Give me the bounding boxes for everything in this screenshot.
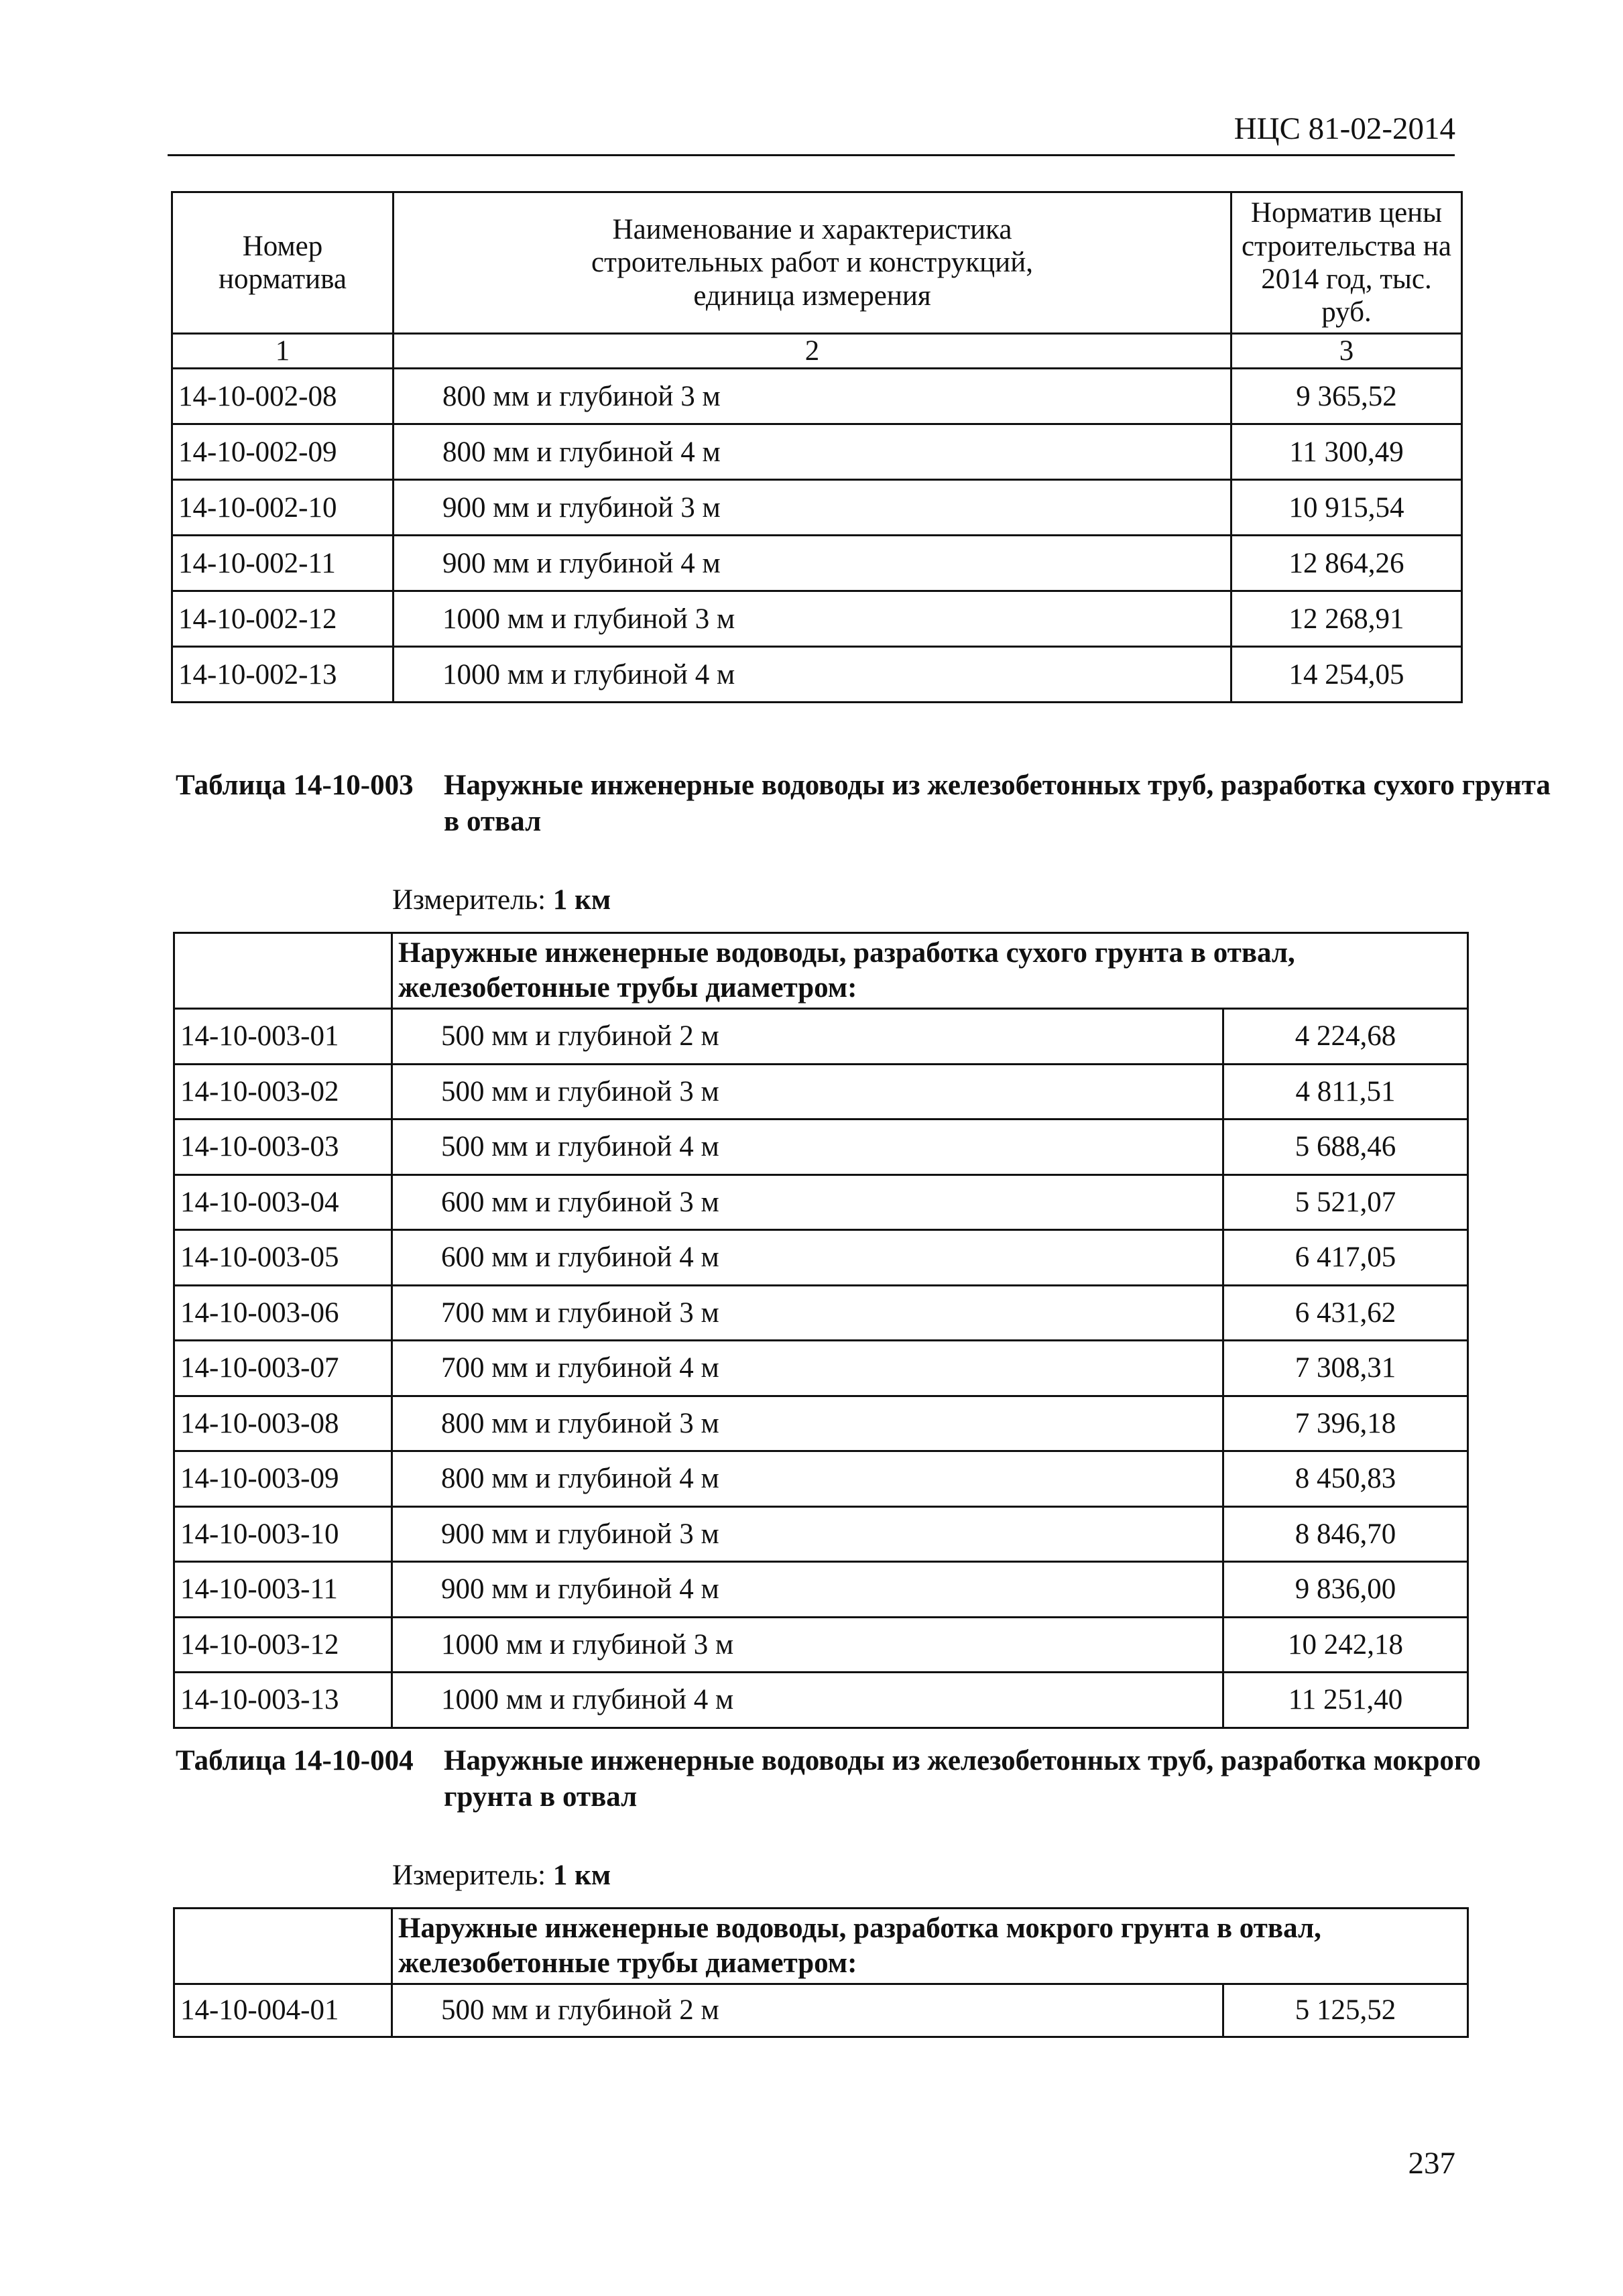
price-value: 9 365,52 [1231,369,1462,424]
unit-line-14-10-003 [392,884,611,916]
norm-code: 14-10-003-10 [174,1506,392,1562]
price-value: 8 450,83 [1223,1451,1468,1507]
work-name: 1000 мм и глубиной 3 м [392,1617,1223,1673]
unit-label: Измеритель: [392,884,546,916]
table-row [172,591,1462,647]
price-value: 11 251,40 [1223,1673,1468,1728]
table-row [174,1230,1468,1286]
norm-code: 14-10-002-11 [172,536,394,591]
price-value: 10 242,18 [1223,1617,1468,1673]
norms-table-14-10-002 [171,191,1463,703]
norm-code: 14-10-003-09 [174,1451,392,1507]
work-name: 500 мм и глубиной 4 м [392,1120,1223,1175]
unit-value: 1 км [552,884,611,916]
table-label: Таблица 14-10-003 [176,770,414,801]
norm-code: 14-10-003-01 [174,1009,392,1065]
work-name: 900 мм и глубиной 4 м [394,536,1231,591]
work-name: 1000 мм и глубиной 4 м [394,647,1231,703]
unit-label: Измеритель: [392,1860,546,1891]
norm-code: 14-10-003-02 [174,1064,392,1120]
table-row [174,1451,1468,1507]
price-value: 12 864,26 [1231,536,1462,591]
table-row [172,647,1462,703]
table-row [174,1984,1468,2037]
norm-code: 14-10-003-13 [174,1673,392,1728]
norm-code: 14-10-003-04 [174,1174,392,1230]
table-row [174,1673,1468,1728]
column-number: 1 [172,334,394,369]
table-header-row [172,192,1462,334]
work-name: 900 мм и глубиной 3 м [392,1506,1223,1562]
table-row [174,1562,1468,1618]
table-row [174,1064,1468,1120]
column-header-code: Номер норматива [172,192,394,334]
document-code: НЦС 81-02-2014 [1234,111,1455,146]
work-name: 700 мм и глубиной 3 м [392,1285,1223,1341]
table-row [172,369,1462,424]
work-name: 800 мм и глубиной 4 м [394,424,1231,480]
norms-table-14-10-004 [173,1907,1469,2038]
work-name: 800 мм и глубиной 3 м [392,1396,1223,1451]
column-number: 2 [394,334,1231,369]
price-value: 5 688,46 [1223,1120,1468,1175]
norm-code: 14-10-003-08 [174,1396,392,1451]
unit-value: 1 км [552,1860,611,1891]
norm-code: 14-10-002-13 [172,647,394,703]
norm-code: 14-10-004-01 [174,1984,392,2037]
work-name: 600 мм и глубиной 3 м [392,1174,1223,1230]
page-number: 237 [1408,2146,1455,2181]
table-row [174,1285,1468,1341]
header-rule [168,154,1455,156]
norm-code: 14-10-003-06 [174,1285,392,1341]
price-value: 12 268,91 [1231,591,1462,647]
subheader-empty-cell [174,1909,392,1984]
price-value: 6 417,05 [1223,1230,1468,1286]
norm-code: 14-10-002-08 [172,369,394,424]
price-value: 6 431,62 [1223,1285,1468,1341]
table-subheader: Наружные инженерные водоводы, разработка мокрого грунта в отвал, железобетонные трубы диаметром: [392,1909,1468,1984]
table-title: Наружные инженерные водоводы из железобетонных труб, разработка сухого грунта в отвал [444,770,1551,837]
norm-code: 14-10-003-03 [174,1120,392,1175]
work-name: 900 мм и глубиной 3 м [394,480,1231,536]
unit-line-14-10-004 [392,1859,611,1892]
table-row [174,1396,1468,1451]
table-label: Таблица 14-10-004 [176,1745,414,1776]
price-value: 5 125,52 [1223,1984,1468,2037]
norm-code: 14-10-003-07 [174,1341,392,1396]
norms-table-14-10-003 [173,932,1469,1729]
table-title: Наружные инженерные водоводы из железобетонных труб, разработка мокрого грунта в отвал [444,1745,1481,1813]
table-caption-14-10-003 [176,768,1557,840]
table-row [174,1341,1468,1396]
work-name: 800 мм и глубиной 3 м [394,369,1231,424]
work-name: 500 мм и глубиной 2 м [392,1984,1223,2037]
price-value: 8 846,70 [1223,1506,1468,1562]
column-number-row [172,334,1462,369]
work-name: 900 мм и глубиной 4 м [392,1562,1223,1618]
price-value: 11 300,49 [1231,424,1462,480]
column-number: 3 [1231,334,1462,369]
price-value: 7 308,31 [1223,1341,1468,1396]
table-caption-14-10-004 [176,1743,1557,1815]
table-row [174,1617,1468,1673]
table-subheader: Наружные инженерные водоводы, разработка сухого грунта в отвал, железобетонные трубы диаметром: [392,933,1468,1009]
price-value: 10 915,54 [1231,480,1462,536]
table-row [174,1120,1468,1175]
column-header-price: Норматив цены строительства на 2014 год, тыс. руб. [1231,192,1462,334]
price-value: 4 811,51 [1223,1064,1468,1120]
price-value: 9 836,00 [1223,1562,1468,1618]
work-name: 1000 мм и глубиной 4 м [392,1673,1223,1728]
price-value: 5 521,07 [1223,1174,1468,1230]
norm-code: 14-10-002-09 [172,424,394,480]
table-row [172,480,1462,536]
work-name: 700 мм и глубиной 4 м [392,1341,1223,1396]
column-header-name: Наименование и характеристика строительных работ и конструкций, единица измерения [394,192,1231,334]
subheader-empty-cell [174,933,392,1009]
table-row [174,1009,1468,1065]
norm-code: 14-10-002-10 [172,480,394,536]
norm-code: 14-10-003-12 [174,1617,392,1673]
table-row [172,424,1462,480]
work-name: 500 мм и глубиной 3 м [392,1064,1223,1120]
price-value: 14 254,05 [1231,647,1462,703]
table-row [172,536,1462,591]
work-name: 800 мм и глубиной 4 м [392,1451,1223,1507]
table-row [174,1506,1468,1562]
work-name: 500 мм и глубиной 2 м [392,1009,1223,1065]
table-subheader-row [174,933,1468,1009]
norm-code: 14-10-002-12 [172,591,394,647]
price-value: 7 396,18 [1223,1396,1468,1451]
norm-code: 14-10-003-11 [174,1562,392,1618]
work-name: 1000 мм и глубиной 3 м [394,591,1231,647]
price-value: 4 224,68 [1223,1009,1468,1065]
norm-code: 14-10-003-05 [174,1230,392,1286]
table-row [174,1174,1468,1230]
table-subheader-row [174,1909,1468,1984]
work-name: 600 мм и глубиной 4 м [392,1230,1223,1286]
